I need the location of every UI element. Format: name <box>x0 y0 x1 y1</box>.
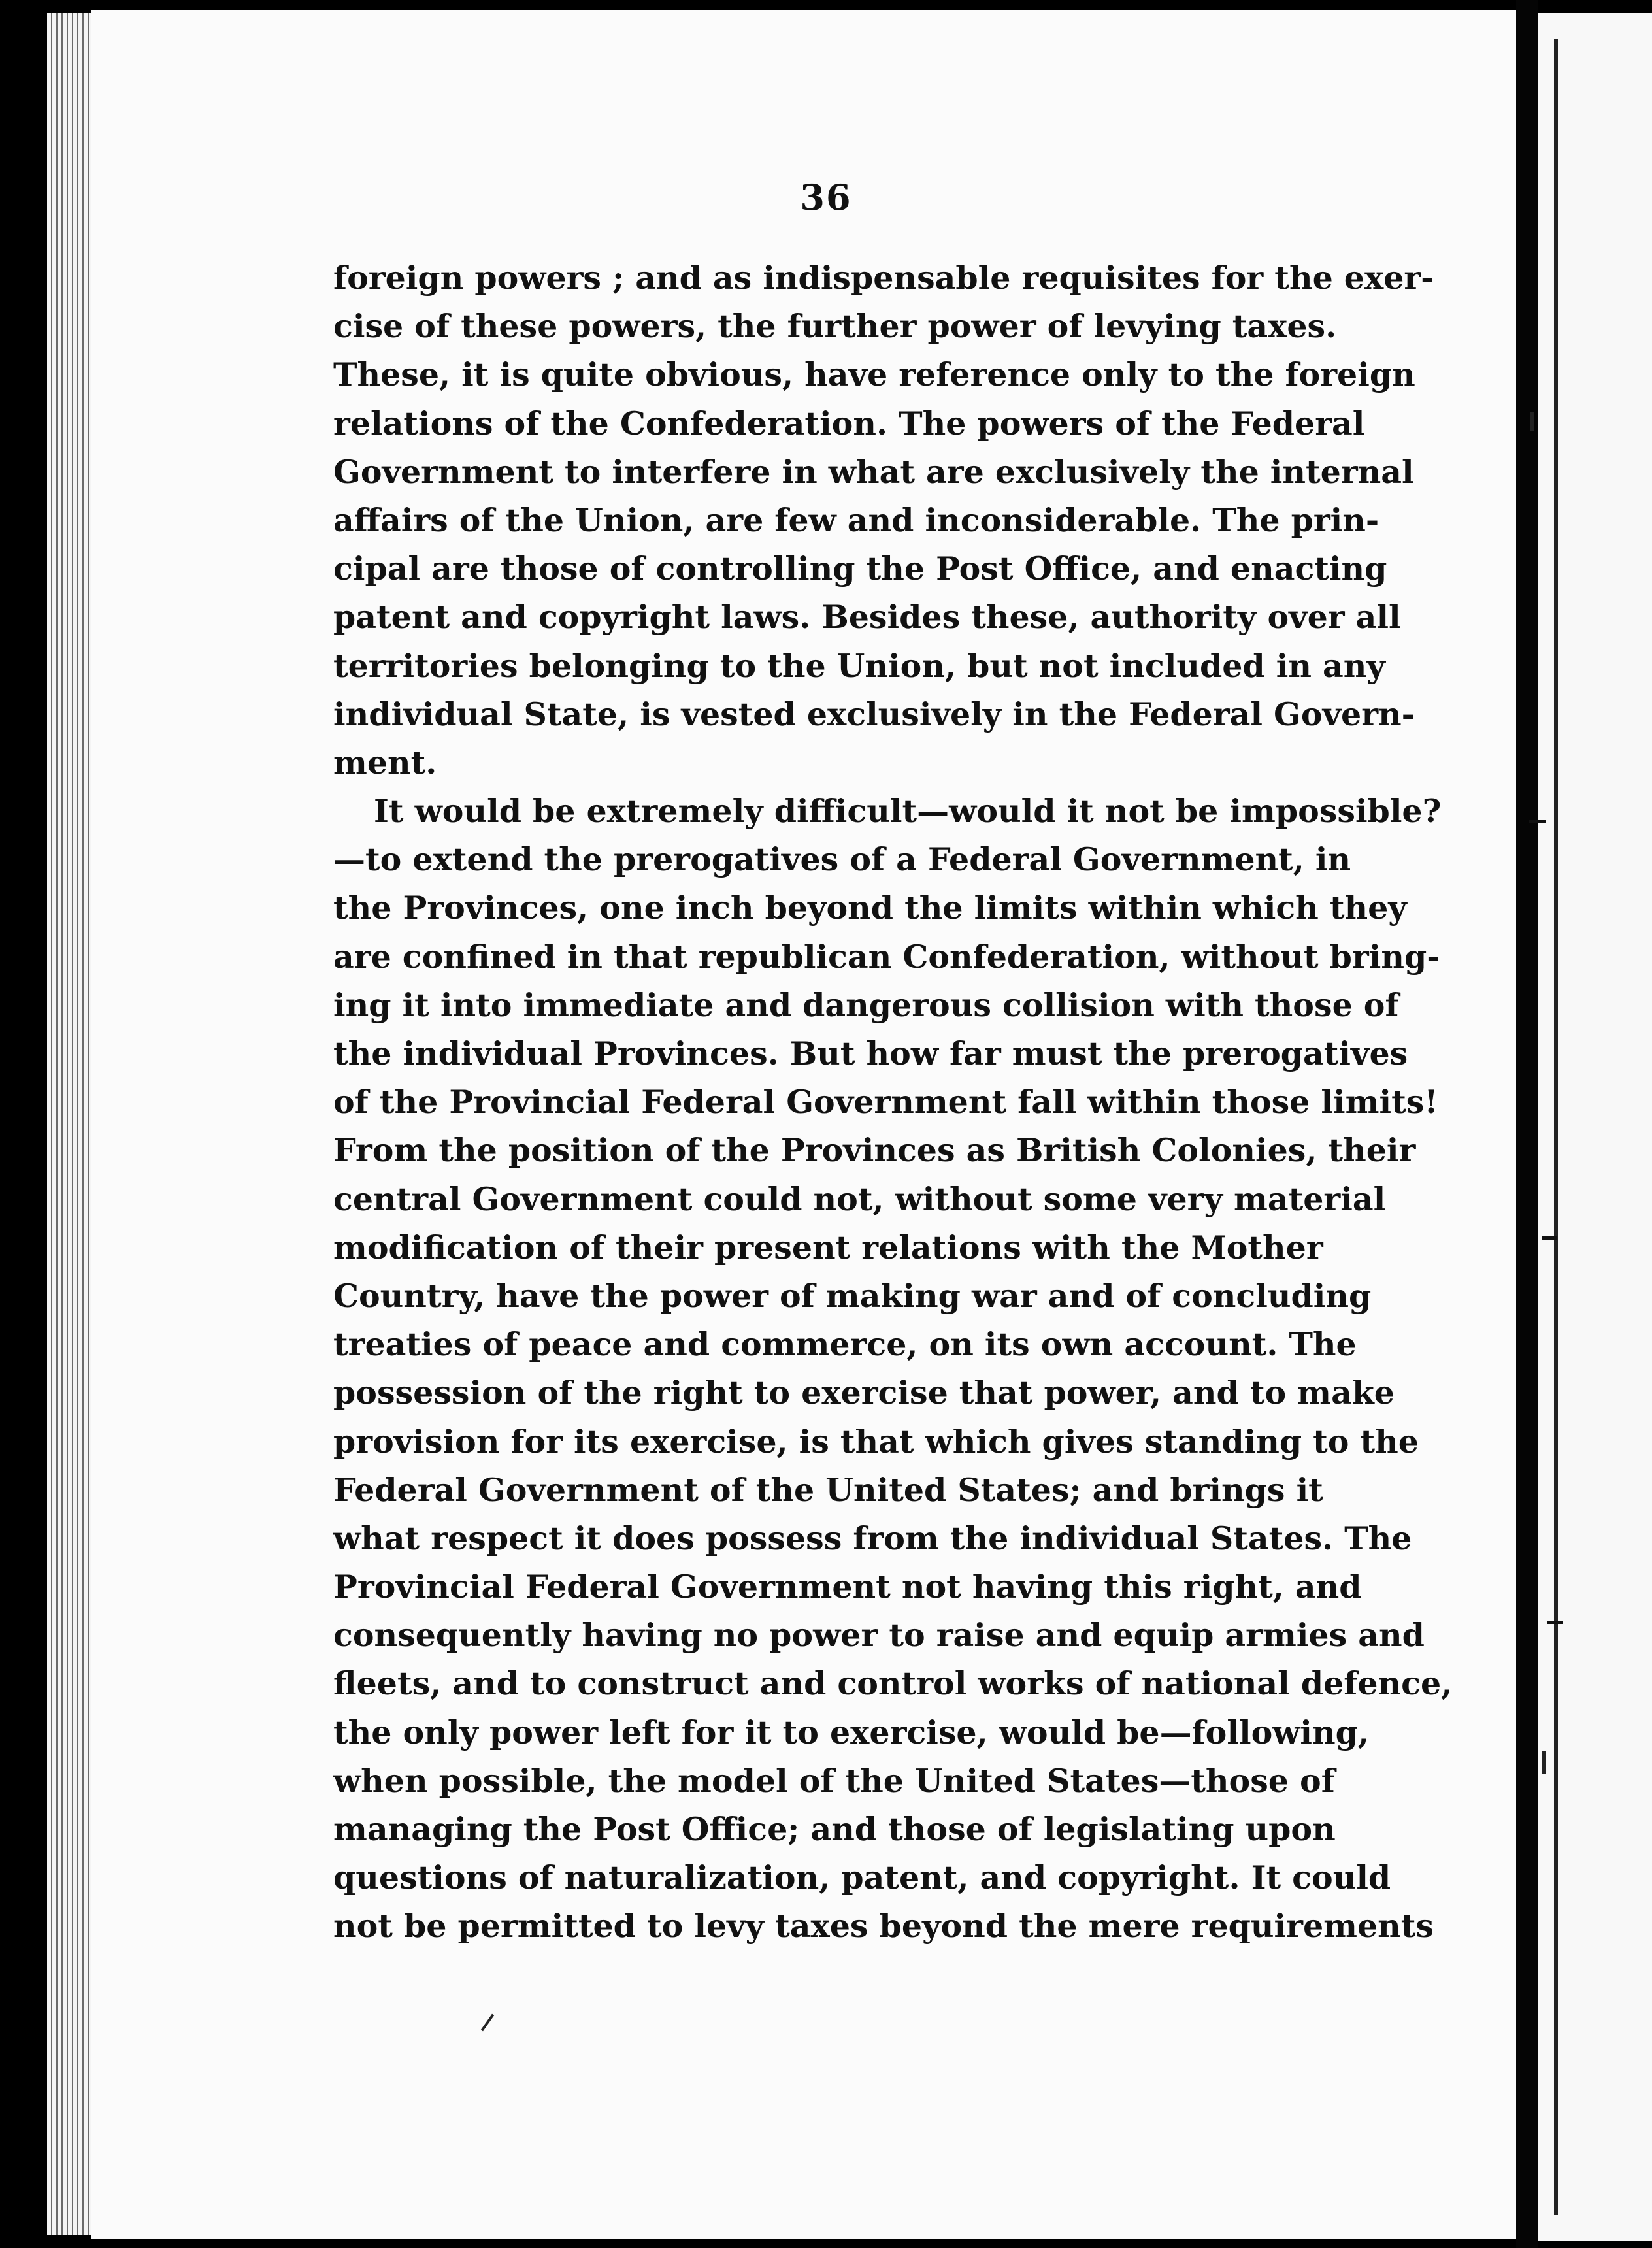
text-line: —to extend the prerogatives of a Federal Government, in <box>333 840 1351 879</box>
text-line: are confined in that republican Confederation, without bring- <box>333 937 1440 976</box>
text-line: provision for its exercise, is that which gives standing to the <box>333 1422 1419 1461</box>
text-line: central Government could not, without some very material <box>333 1180 1386 1218</box>
text-line: questions of naturalization, patent, and copyright. It could <box>333 1859 1391 1897</box>
text-line: patent and copyright laws. Besides these, authority over all <box>333 598 1401 636</box>
text-line: cise of these powers, the further power of levying taxes. <box>333 307 1337 346</box>
text-line: cipal are those of controlling the Post Office, and enacting <box>333 550 1387 588</box>
text-line: ing it into immediate and dangerous collision with those of <box>333 985 1399 1024</box>
text-line: of the Provincial Federal Government fall within those limits! <box>333 1083 1438 1121</box>
text-line: the individual Provinces. But how far must the prerogatives <box>333 1034 1408 1072</box>
scan-mark <box>1547 1621 1563 1624</box>
text-line: relations of the Confederation. The powers of the Federal <box>333 404 1365 442</box>
text-line: ment. <box>333 743 437 782</box>
text-line: fleets, and to construct and control works of national defence, <box>333 1664 1453 1703</box>
text-line: Government to interfere in what are exclusively the internal <box>333 452 1414 491</box>
text-line: affairs of the Union, are few and inconsiderable. The prin- <box>333 501 1379 539</box>
text-line: It would be extremely difficult—would it not be impossible? <box>374 792 1442 831</box>
text-line: territories belonging to the Union, but not included in any <box>333 646 1385 685</box>
book-page-edges <box>47 13 93 2235</box>
scan-mark <box>1542 1751 1546 1774</box>
text-line: possession of the right to exercise that power, and to make <box>333 1374 1395 1412</box>
page-number: 36 <box>800 176 852 218</box>
text-line: what respect it does possess from the individual States. The <box>333 1519 1412 1557</box>
text-line: consequently having no power to raise and equip armies and <box>333 1616 1425 1655</box>
text-line: managing the Post Office; and those of legislating upon <box>333 1810 1336 1848</box>
text-line: the Provinces, one inch beyond the limits within which they <box>333 889 1407 927</box>
facing-page-rule <box>1554 39 1558 2215</box>
body-text <box>333 254 1453 1951</box>
text-line: From the position of the Provinces as British Colonies, their <box>333 1131 1416 1170</box>
scan-mark <box>1542 1236 1557 1240</box>
text-line: Provincial Federal Government not having this right, and <box>333 1568 1362 1606</box>
scan-mark <box>1530 412 1534 431</box>
text-line: not be permitted to levy taxes beyond the mere requirements <box>333 1907 1434 1945</box>
text-line: the only power left for it to exercise, would be—following, <box>333 1713 1369 1751</box>
text-line: individual State, is vested exclusively in the Federal Govern- <box>333 695 1415 733</box>
scan-mark <box>1529 820 1546 823</box>
text-line: when possible, the model of the United States—those of <box>333 1761 1335 1800</box>
text-line: modification of their present relations with the Mother <box>333 1228 1323 1266</box>
text-line: These, it is quite obvious, have reference only to the foreign <box>333 355 1415 394</box>
text-line: Federal Government of the United States; and brings it <box>333 1470 1323 1509</box>
text-line: treaties of peace and commerce, on its own account. The <box>333 1325 1357 1364</box>
book-gutter <box>1516 0 1538 2248</box>
text-line: foreign powers ; and as indispensable requisites for the exer- <box>333 259 1434 297</box>
text-line: Country, have the power of making war and of concluding <box>333 1276 1372 1315</box>
